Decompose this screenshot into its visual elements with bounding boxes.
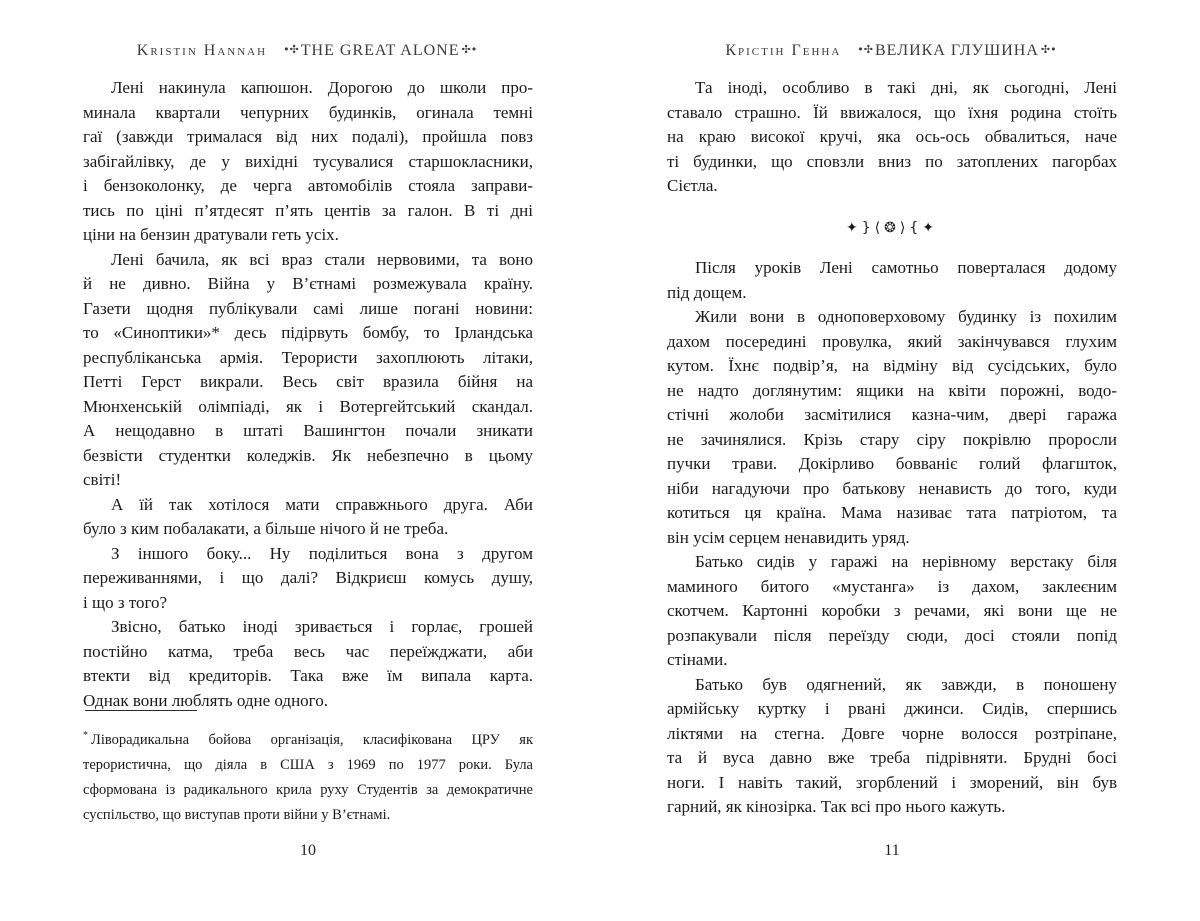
header-ornament-right-icon: ✣• <box>461 43 478 56</box>
page-number: 10 <box>300 842 316 859</box>
text-line: республіканська армія. Терористи захоплюють літаки, <box>83 347 533 367</box>
text-line: минала квартали чепурних будинків, огинала темні <box>83 102 533 122</box>
footnote-line: терористична, що діяла в США з 1969 по 1977 роки. Була <box>83 757 533 773</box>
section-divider-ornament-icon: ✦}⟨❂⟩{✦ <box>846 219 938 236</box>
footnote-line: сформована із радикального крила руху Студентів за демократичне <box>83 782 533 798</box>
text-line: постійно катма, треба весь час переїжджати, аби <box>83 641 533 661</box>
footnote-marker: * <box>83 730 88 741</box>
text-line: Та іноді, особливо в такі дні, як сьогодні, Лені <box>695 78 1117 97</box>
text-line: А нещодавно в штаті Вашингтон почали зникати <box>83 421 533 440</box>
running-header-title: THE GREAT ALONE <box>300 42 460 59</box>
text-line: Лені бачила, як всі враз стали нервовими, та воно <box>111 249 533 269</box>
running-header-author: Kristin Hannah <box>136 42 268 59</box>
text-line: під дощем. <box>667 282 747 302</box>
text-line: і що з того? <box>83 592 168 612</box>
text-line: Однак вони люблять одне одного. <box>83 690 328 710</box>
text-line: Петті Герст викрали. Весь світ вразила бійня на <box>83 372 533 391</box>
text-line: то «Синоптики»* десь підірвуть бомбу, то Ірландська <box>83 323 533 342</box>
text-line: стічні жолоби засмітилися казна-чим, двері гаража <box>667 405 1117 424</box>
text-line: Мюнхенській олімпіаді, як і Вотергейтський скандал. <box>83 396 533 416</box>
text-line: тись по ціні п’ятдесят п’ять центів за галон. В ті дні <box>83 200 533 220</box>
page-left <box>83 0 533 921</box>
running-header <box>667 42 1117 60</box>
text-line: Сієтла. <box>667 176 718 195</box>
text-line: було з ким побалакати, а більше нічого й не треба. <box>83 519 449 538</box>
text-line: армійську куртку і рвані джинси. Сидів, спершись <box>667 699 1117 718</box>
text-line: Батько був одягнений, як завжди, в поношену <box>695 674 1117 694</box>
text-line: стінами. <box>667 650 728 669</box>
text-line: гарний, як кінозірка. Так всі про нього кажуть. <box>667 797 1006 816</box>
running-header <box>83 42 533 60</box>
text-line: розпакували після переїзду сюди, досі стояли попід <box>667 625 1117 645</box>
text-line: З іншого боку... Ну поділиться вона з другом <box>111 543 533 563</box>
header-ornament-left-icon: •✣ <box>283 43 299 56</box>
page-body <box>83 76 533 713</box>
text-line: скотчем. Картонні коробки з речами, які вони ще не <box>667 601 1117 620</box>
text-line: пучки трави. Докірливо бовваніє голий флагшток, <box>667 454 1117 473</box>
text-line: ліктями на стегна. Довге чорне волосся розтріпане, <box>667 723 1117 743</box>
header-ornament-left-icon: •✣ <box>857 43 873 56</box>
header-ornament-right-icon: ✣• <box>1040 43 1057 56</box>
page-body <box>667 76 1117 820</box>
footnote-rule <box>85 710 197 711</box>
text-line: Газети щодня публікували самі лише погані новини: <box>83 298 533 318</box>
text-line: не надто доглянутим: ящики на квіти порожні, водо- <box>667 380 1117 400</box>
text-line: маминого битого «мустанга» із дахом, заклеєним <box>667 576 1117 596</box>
text-line: гаї (завжди трималася від них подалі), пройшла повз <box>83 127 533 146</box>
text-line: на краю високої кручі, яка ось-ось обвалиться, наче <box>667 127 1117 146</box>
footnote-line: * Ліворадикальна бойова організація, класифікована ЦРУ як <box>83 730 533 748</box>
text-line: ціни на бензин дратували геть усіх. <box>83 225 339 244</box>
running-header-author: Крістін Генна <box>725 42 842 59</box>
text-line: переживаннями, і що далі? Відкриєш комусь душу, <box>83 568 533 587</box>
text-line: Після уроків Лені самотньо поверталася додому <box>695 258 1117 277</box>
text-line: безвісти студентки коледжів. Як небезпечно в цьому <box>83 445 533 465</box>
text-line: забігайлівку, де у вихідні тусувалися старшокласники, <box>83 151 533 171</box>
text-line: ті будинки, що сповзли вниз по затоплених пагорбах <box>667 151 1117 171</box>
text-line: А їй так хотілося мати справжнього друга. Аби <box>111 494 533 514</box>
text-line: та й вуса давно вже треба підрівняти. Брудні босі <box>667 748 1117 767</box>
text-line: ніби нагадуючи про батькову ненависть до того, куди <box>667 478 1117 498</box>
text-line: і бензоколонку, де черга автомобілів стояла заправи- <box>83 176 533 195</box>
page-right <box>667 0 1117 921</box>
text-line: ставало страшно. Їй ввижалося, що їхня родина стоїть <box>667 102 1117 122</box>
text-line: дахом посередині провулка, який закінчувався глухим <box>667 331 1117 351</box>
text-line: Батько сидів у гаражі на нерівному верстаку біля <box>695 552 1117 571</box>
text-line: не зачинялися. Крізь стару сіру покрівлю проросли <box>667 429 1117 449</box>
text-line: він усім серцем ненавидить уряд. <box>667 527 910 547</box>
footnote <box>83 710 533 828</box>
text-line: котиться ця країна. Мама називає тата патріотом, та <box>667 503 1117 522</box>
text-line: втекти від кредиторів. Така вже їм випала карта. <box>83 666 533 685</box>
text-line: Жили вони в одноповерховому будинку із похилим <box>695 307 1117 326</box>
text-line: й не дивно. Війна у В’єтнамі розмежувала країну. <box>83 274 533 293</box>
text-line: світі! <box>83 470 122 489</box>
footnote-line: суспільство, що виступав проти війни у В’єтнамі. <box>83 807 391 823</box>
text-line: кутом. Їхнє подвір’я, на відміну від сусідських, було <box>667 356 1117 375</box>
text-line: Звісно, батько іноді зривається і горлає, грошей <box>111 617 533 636</box>
footnote-text <box>83 723 533 828</box>
text-line: Лені накинула капюшон. Дорогою до школи про- <box>111 78 533 97</box>
running-header-title: ВЕЛИКА ГЛУШИНА <box>875 42 1039 59</box>
page-number: 11 <box>884 842 900 859</box>
text-line: ноги. І навіть такий, згорблений і зморений, він був <box>667 772 1117 792</box>
